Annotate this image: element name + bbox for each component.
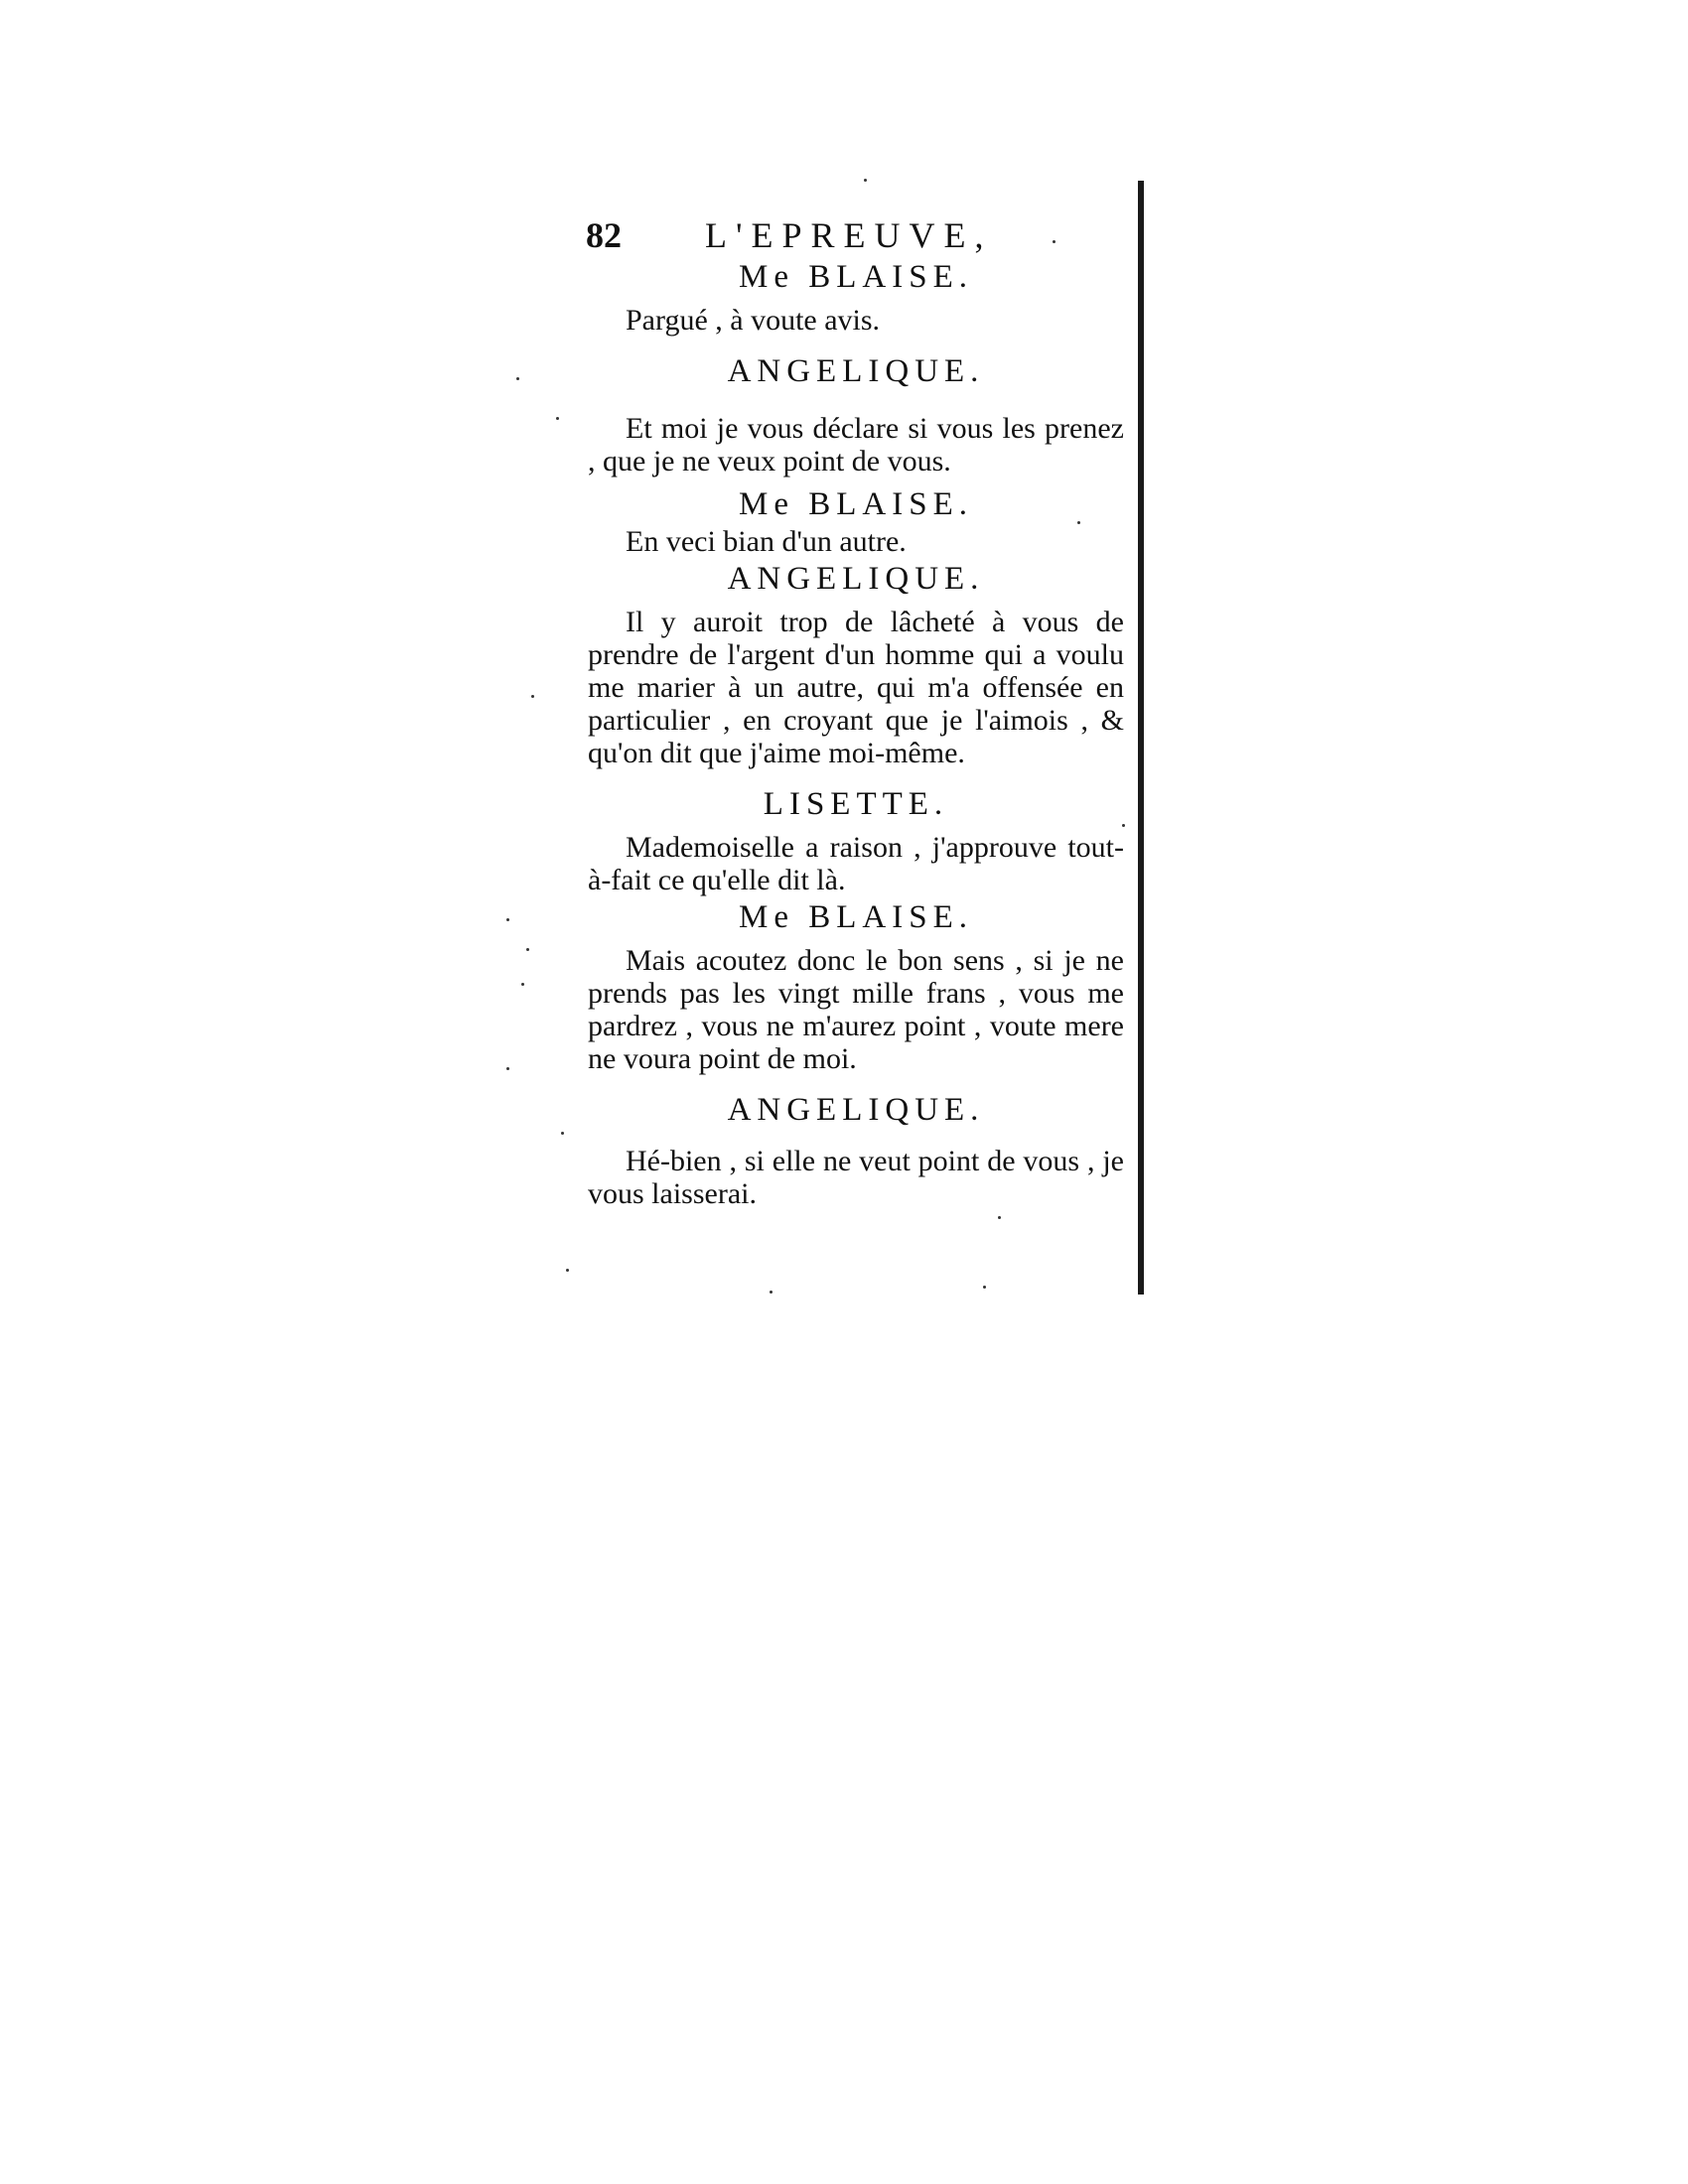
scan-speck — [521, 983, 524, 986]
speaker-name: LISETTE. — [763, 786, 949, 822]
scan-speck — [864, 179, 867, 182]
scan-speck — [516, 377, 519, 380]
scan-speck — [998, 1216, 1001, 1219]
page-header — [586, 214, 1053, 258]
speech-text: Et moi je vous déclare si vous les prenez , que je ne veux point de vous. — [588, 412, 1124, 478]
speaker-name: Me BLAISE. — [739, 899, 973, 935]
scan-speck — [561, 1132, 564, 1135]
speech-text: Pargué , à voute avis. — [626, 304, 881, 337]
speech-text: Hé-bien , si elle ne veut point de vous , je vous laisserai. — [588, 1145, 1124, 1210]
scan-speck — [506, 918, 509, 921]
scan-speck — [506, 1067, 509, 1070]
speech-text: Mademoiselle a raison , j'approuve tout-à-fait ce qu'elle dit là. — [588, 831, 1124, 896]
scan-speck — [526, 948, 529, 951]
speech-text: En veci bian d'un autre. — [626, 525, 907, 558]
speech-text: Mais acoutez donc le bon sens , si je ne prends pas les vingt mille frans , vous me pardrez , vous ne m'aurez point , voute mere ne voura point de moi. — [588, 944, 1124, 1075]
scan-speck — [983, 1286, 986, 1289]
scan-speck — [1122, 824, 1125, 827]
speech-text: Il y auroit trop de lâcheté à vous de prendre de l'argent d'un homme qui a voulu me marier à un autre, qui m'a offensée en particulier , en croyant que je l'aimois , & qu'on dit que j'aime moi-même. — [588, 606, 1124, 769]
scan-speck — [1077, 521, 1080, 524]
speaker-name: Me BLAISE. — [739, 486, 973, 522]
speaker-name: Me BLAISE. — [739, 259, 973, 295]
book-spine-shadow — [1138, 181, 1144, 1295]
dialogue-text — [588, 256, 1124, 1210]
page-number: 82 — [586, 215, 622, 255]
scan-speck — [566, 1269, 569, 1272]
scan-speck — [1053, 240, 1055, 243]
speaker-name: ANGELIQUE. — [727, 1092, 985, 1128]
scan-speck — [770, 1291, 773, 1294]
running-title: L'EPREUVE, — [705, 215, 993, 255]
scan-speck — [556, 417, 559, 420]
scan-speck — [531, 695, 534, 698]
speaker-name: ANGELIQUE. — [727, 353, 985, 389]
speaker-name: ANGELIQUE. — [727, 561, 985, 597]
